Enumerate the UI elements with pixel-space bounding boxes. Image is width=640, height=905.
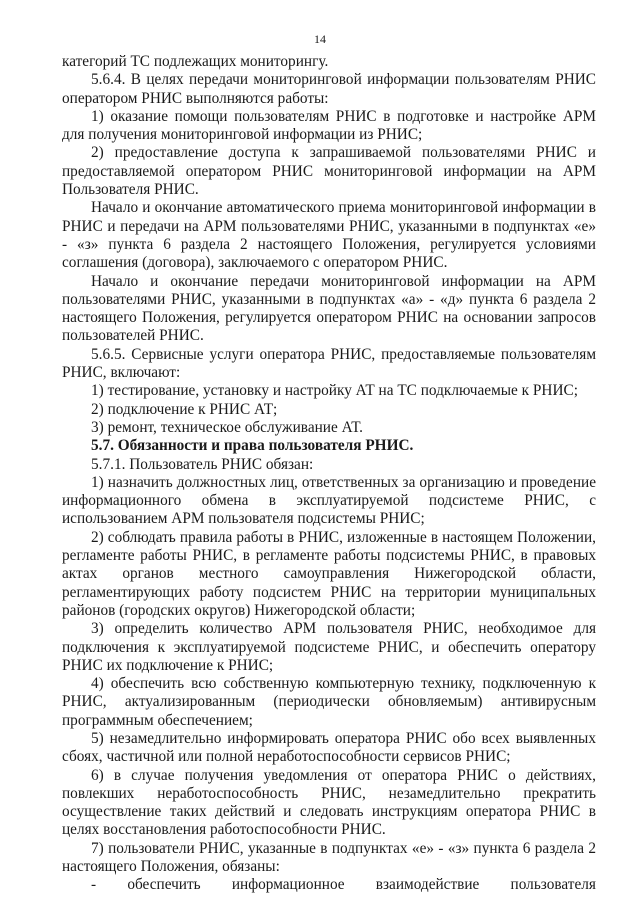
paragraph: 2) подключение к РНИС АТ; [91,400,278,418]
paragraph: 7) пользователи РНИС, указанные в подпунктах «е» - «з» пункта 6 раздела 2 настоящего Положения, обязаны: [62,839,596,876]
paragraph: 4) обеспечить всю собственную компьютерную технику, подключенную к РНИС, актуализированным (периодически обновляемым) антивирусным программным обеспечением; [62,675,596,729]
word: информационное [231,876,345,894]
paragraph: 5) незамедлительно информировать оператора РНИС обо всех выявленных сбоях, частичной или полной неработоспособности сервисов РНИС; [62,729,596,766]
paragraph: 1) назначить должностных лиц, ответственных за организацию и проведение информационного обмена в эксплуатируемой подсистеме РНИС, с использованием АРМ пользователя подсистемы РНИС; [62,473,596,528]
paragraph: 5.7.1. Пользователь РНИС обязан: [91,455,314,473]
paragraph: 2) предоставление доступа к запрашиваемой пользователями РНИС и предоставляемой оператором РНИС мониторинговой информации на АРМ Пользователя РНИС. [62,144,596,199]
list-dash: - [91,876,97,894]
paragraph: 1) тестирование, установку и настройку АТ на ТС подключаемые к РНИС; [91,382,578,400]
word: обеспечить [127,876,201,894]
word: пользователя [510,876,596,894]
paragraph: категорий ТС подлежащих мониторингу. [62,53,329,70]
document-body [62,53,596,895]
paragraph: 2) соблюдать правила работы в РНИС, изложенные в настоящем Положении, регламенте работы РНИС, в регламенте работы подсистемы РНИС, в правовых актах органов местного самоуправления Нижегородской области, регламентирующих работу подсистем РНИС на территории муниципальных районов (городских округов) Нижегородской области; [62,528,596,619]
paragraph: 3) определить количество АРМ пользователя РНИС, необходимое для подключения к эксплуатируемой подсистеме РНИС, и обеспечить оператору РНИС их подключение к РНИС; [62,620,596,674]
paragraph: Начало и окончание передачи мониторинговой информации на АРМ пользователями РНИС, указанными в подпунктах «а» - «д» пункта 6 раздела 2 настоящего Положения, регулируется оператором РНИС на основании запросов пользователей РНИС. [62,272,596,345]
paragraph: Начало и окончание автоматического приема мониторинговой информации в РНИС и передачи на АРМ пользователями РНИС, указанными в подпунктах «е» - «з» пункта 6 раздела 2 настоящего Положения, регулируется условиями соглашения (договора), заключаемого с оператором РНИС. [62,199,596,272]
page-number: 14 [314,32,326,46]
paragraph: 1) оказание помощи пользователям РНИС в подготовке и настройке АРМ для получения мониторинговой информации из РНИС; [62,107,596,144]
last-line [62,876,596,894]
paragraph: 5.6.4. В целях передачи мониторинговой информации пользователям РНИС оператором РНИС выполняются работы: [62,71,596,107]
paragraph: 6) в случае получения уведомления от оператора РНИС о действиях, повлекших неработоспособность РНИС, незамедлительно прекратить осуществление таких действий и следовать инструкциям оператора РНИС в целях восстановления работоспособности РНИС. [62,766,596,839]
paragraph: 5.6.5. Сервисные услуги оператора РНИС, предоставляемые пользователям РНИС, включают: [62,345,596,382]
word: взаимодействие [375,876,480,894]
paragraph: 3) ремонт, техническое обслуживание АТ. [91,418,363,436]
section-heading: 5.7. Обязанности и права пользователя РНИС. [91,437,414,455]
